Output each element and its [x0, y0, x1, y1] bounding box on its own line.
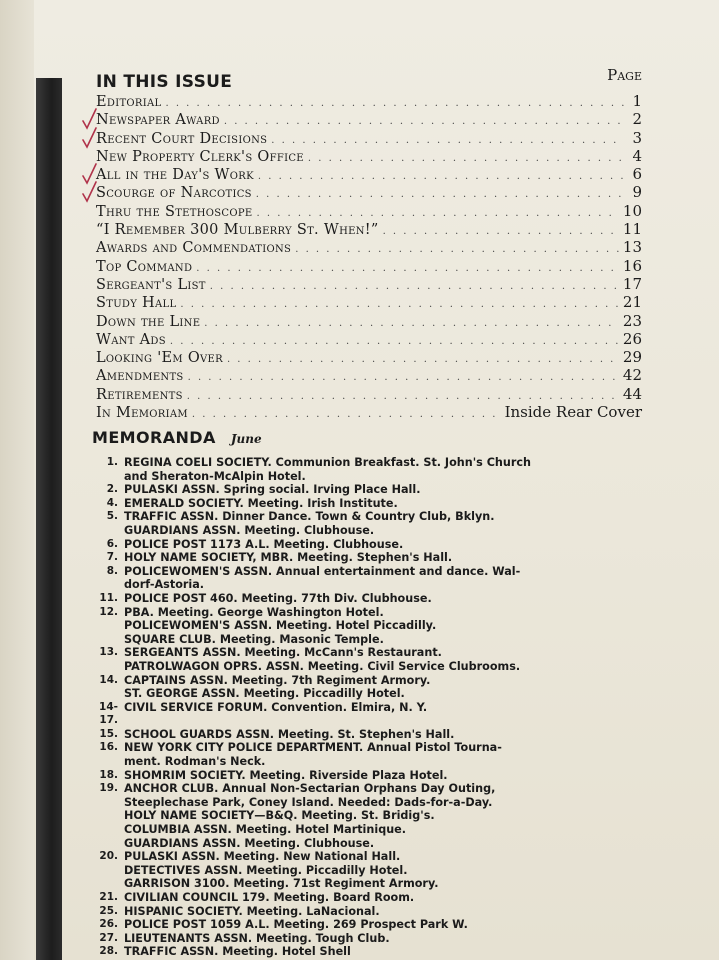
toc-entry-page: 16	[622, 256, 642, 275]
toc-entry	[96, 385, 642, 403]
toc-entries	[96, 92, 642, 421]
memoranda-text	[124, 932, 652, 946]
memoranda-day: 7.	[106, 551, 118, 564]
memoranda-item	[92, 945, 652, 959]
toc-entry-page: 13	[622, 238, 642, 257]
memoranda-text	[124, 497, 652, 511]
toc-entry-label: In Memoriam	[96, 405, 188, 422]
memoranda-item	[92, 905, 652, 919]
memoranda-text	[124, 891, 652, 905]
memoranda-line: POLICEWOMEN'S ASSN. Annual entertainment and dance. Wal-	[124, 564, 521, 578]
toc-entry-label: Scourge of Narcotics	[96, 185, 252, 202]
toc-entry-page: 23	[622, 311, 642, 330]
memoranda-line: CIVILIAN COUNCIL 179. Meeting. Board Room.	[124, 891, 415, 904]
memoranda-item	[92, 497, 652, 511]
memoranda-text	[124, 687, 652, 701]
toc-entry	[96, 312, 642, 330]
toc-entry	[96, 330, 642, 348]
toc-entry-page: 42	[622, 366, 642, 385]
memoranda-day: 28.	[99, 945, 118, 958]
toc-entry-label: Recent Court Decisions	[96, 130, 268, 147]
memoranda-line: Steeplechase Park, Coney Island. Needed: Dads-for-a-Day.	[124, 795, 493, 809]
check-mark-icon	[82, 181, 98, 203]
page-column-header: Page	[607, 66, 642, 84]
memoranda-item	[92, 850, 652, 864]
memoranda-text	[124, 606, 652, 620]
memoranda-item	[92, 619, 652, 633]
toc-entry-label: Down the Line	[96, 313, 201, 330]
memoranda-line: ST. GEORGE ASSN. Meeting. Piccadilly Hotel.	[124, 687, 405, 701]
memoranda-text	[124, 701, 652, 728]
memoranda-line: HISPANIC SOCIETY. Meeting. LaNacional.	[124, 904, 380, 918]
memoranda-item	[92, 877, 652, 891]
toc-entry-page: 3	[632, 128, 642, 147]
toc-entry	[96, 275, 642, 293]
memoranda-day: 18.	[99, 768, 118, 781]
memoranda-text	[124, 945, 652, 959]
toc-entry-page: 9	[632, 183, 642, 202]
memoranda-day: 1.	[106, 456, 118, 468]
memoranda-day: 27.	[99, 931, 118, 944]
memoranda-item	[92, 918, 652, 932]
memoranda-text	[124, 905, 652, 919]
toc-entry-page: 17	[622, 274, 642, 293]
memoranda-text	[124, 510, 652, 524]
memoranda-day: 15.	[99, 727, 118, 740]
memoranda-item	[92, 823, 652, 837]
toc-entry-page: 44	[622, 384, 642, 403]
memoranda-item	[92, 782, 652, 809]
memoranda-text	[124, 565, 652, 592]
memoranda-text	[124, 769, 652, 783]
memoranda-item	[92, 741, 652, 768]
memoranda-item	[92, 837, 652, 851]
memoranda-text	[124, 782, 652, 809]
toc-entry-page: 2	[632, 110, 642, 129]
memoranda-line: POLICE POST 460. Meeting. 77th Div. Clubhouse.	[124, 591, 432, 605]
memoranda-line: GARRISON 3100. Meeting. 71st Regiment Armory.	[124, 877, 439, 891]
toc-entry-page: 4	[632, 146, 642, 165]
memoranda-line: POLICE POST 1173 A.L. Meeting. Clubhouse.	[124, 537, 404, 551]
memoranda-text	[124, 456, 652, 483]
dot-leader	[192, 406, 501, 424]
toc-entry	[96, 147, 642, 165]
toc-entry-label: Retirements	[96, 386, 183, 403]
memoranda-day	[92, 660, 124, 674]
memoranda-text	[124, 551, 652, 565]
memoranda-day	[92, 524, 124, 538]
memoranda-line: PULASKI ASSN. Meeting. New National Hall.	[124, 850, 401, 864]
toc-entry-label: All in the Day's Work	[96, 167, 254, 184]
toc-entry-label: Amendments	[96, 368, 184, 385]
memoranda-line: and Sheraton-McAlpin Hotel.	[124, 469, 306, 483]
toc-entry-label: Newspaper Award	[96, 112, 220, 129]
memoranda-item	[92, 565, 652, 592]
memoranda-item	[92, 606, 652, 620]
memoranda-text	[124, 483, 652, 497]
memoranda-line: GUARDIANS ASSN. Meeting. Clubhouse.	[124, 523, 375, 537]
memoranda-day: 6.	[106, 537, 118, 550]
memoranda-header	[92, 428, 652, 450]
page-edge	[0, 0, 34, 960]
memoranda-text	[124, 592, 652, 606]
memoranda-item	[92, 633, 652, 647]
memoranda-text	[124, 633, 652, 647]
memoranda-line: POLICEWOMEN'S ASSN. Meeting. Hotel Piccadilly.	[124, 619, 437, 633]
toc-entry-page: 29	[622, 348, 642, 367]
memoranda-line: SQUARE CLUB. Meeting. Masonic Temple.	[124, 632, 384, 646]
memoranda-line: LIEUTENANTS ASSN. Meeting. Tough Club.	[124, 931, 390, 945]
toc-entry-page: 11	[622, 220, 642, 239]
memoranda-line: PULASKI ASSN. Spring social. Irving Place Hall.	[124, 483, 421, 497]
memoranda-day	[92, 619, 124, 633]
toc-entry-label: New Property Clerk's Office	[96, 148, 304, 165]
memoranda-item	[92, 932, 652, 946]
memoranda-item	[92, 728, 652, 742]
spine-bar	[36, 78, 62, 960]
memoranda-day: 13.	[99, 646, 118, 659]
memoranda-item	[92, 687, 652, 701]
memoranda-line: GUARDIANS ASSN. Meeting. Clubhouse.	[124, 836, 375, 850]
toc-entry-label: Want Ads	[96, 331, 166, 348]
memoranda-item	[92, 551, 652, 565]
memoranda-day: 4.	[106, 496, 118, 509]
memoranda-item	[92, 674, 652, 688]
memoranda-text	[124, 877, 652, 891]
memoranda-text	[124, 809, 652, 823]
memoranda-line: EMERALD SOCIETY. Meeting. Irish Institute.	[124, 496, 398, 510]
memoranda-day	[92, 809, 124, 823]
memoranda-day	[92, 633, 124, 647]
toc-entry-label: Thru the Stethoscope	[96, 203, 253, 220]
memoranda-item	[92, 456, 652, 483]
toc-entry	[96, 238, 642, 256]
toc-entry-page: 26	[622, 329, 642, 348]
memoranda-line: REGINA COELI SOCIETY. Communion Breakfast. St. John's Church	[124, 456, 531, 469]
memoranda-item	[92, 538, 652, 552]
memoranda-day: 14-17.	[99, 700, 118, 727]
toc-entry-label: “I Remember 300 Mulberry St. When!”	[96, 222, 379, 239]
memoranda-line: CIVIL SERVICE FORUM. Convention. Elmira, N. Y.	[124, 700, 428, 714]
toc-entry	[96, 403, 642, 421]
memoranda-line: HOLY NAME SOCIETY, MBR. Meeting. Stephen's Hall.	[124, 551, 453, 565]
memoranda-day: 26.	[99, 918, 118, 931]
memoranda-day: 2.	[106, 483, 118, 496]
toc-entry	[96, 366, 642, 384]
memoranda-text	[124, 674, 652, 688]
toc-entry-page: 21	[622, 293, 642, 312]
toc-entry	[96, 110, 642, 128]
toc-entry-label: Awards and Commendations	[96, 240, 292, 257]
memoranda-day: 14.	[99, 673, 118, 686]
memoranda-item	[92, 769, 652, 783]
memoranda-item	[92, 809, 652, 823]
memoranda-day	[92, 864, 124, 878]
memoranda-day	[92, 877, 124, 891]
memoranda-line: ment. Rodman's Neck.	[124, 755, 266, 769]
memoranda-list	[92, 456, 652, 959]
memoranda-month: June	[230, 432, 262, 446]
memoranda-line: COLUMBIA ASSN. Meeting. Hotel Martinique.	[124, 823, 407, 837]
memoranda-text	[124, 538, 652, 552]
memoranda-text	[124, 728, 652, 742]
toc-entry	[96, 129, 642, 147]
memoranda-day: 8.	[106, 564, 118, 577]
toc-entry-label: Looking 'Em Over	[96, 350, 223, 367]
memoranda-line: NEW YORK CITY POLICE DEPARTMENT. Annual Pistol Tourna-	[124, 741, 502, 755]
memoranda-text	[124, 524, 652, 538]
toc-entry-page: 6	[632, 165, 642, 184]
toc-entry	[96, 202, 642, 220]
memoranda-day: 21.	[99, 891, 118, 903]
memoranda-item	[92, 646, 652, 660]
memoranda-line: dorf-Astoria.	[124, 578, 205, 592]
memoranda-line: PATROLWAGON OPRS. ASSN. Meeting. Civil Service Clubrooms.	[124, 659, 521, 673]
toc-entry	[96, 293, 642, 311]
memoranda-item	[92, 864, 652, 878]
memoranda-line: TRAFFIC ASSN. Meeting. Hotel Shell	[124, 945, 351, 959]
toc-entry	[96, 257, 642, 275]
memoranda-item	[92, 524, 652, 538]
memoranda-line: SHOMRIM SOCIETY. Meeting. Riverside Plaza Hotel.	[124, 768, 448, 782]
table-of-contents	[96, 62, 642, 421]
memoranda-day: 5.	[106, 510, 118, 523]
memoranda-item	[92, 660, 652, 674]
toc-entry-label: Editorial	[96, 94, 162, 110]
memoranda-text	[124, 646, 652, 660]
check-mark-icon	[82, 127, 98, 149]
memoranda-text	[124, 864, 652, 878]
memoranda-day: 11.	[99, 591, 118, 604]
memoranda-day: 16.	[99, 741, 118, 754]
memoranda-text	[124, 918, 652, 932]
memoranda-line: PBA. Meeting. George Washington Hotel.	[124, 605, 384, 619]
memoranda-item	[92, 701, 652, 728]
memoranda-day: 25.	[99, 904, 118, 917]
memoranda-line: CAPTAINS ASSN. Meeting. 7th Regiment Armory.	[124, 673, 431, 687]
memoranda-line: POLICE POST 1059 A.L. Meeting. 269 Prospect Park W.	[124, 918, 468, 932]
toc-entry-label: Top Command	[96, 258, 193, 275]
toc-entry-label: Sergeant's List	[96, 276, 206, 293]
toc-entry	[96, 348, 642, 366]
memoranda-line: SCHOOL GUARDS ASSN. Meeting. St. Stephen's Hall.	[124, 727, 455, 741]
memoranda-text	[124, 660, 652, 674]
memoranda-text	[124, 837, 652, 851]
memoranda-day: 19.	[99, 782, 118, 795]
memoranda-line: TRAFFIC ASSN. Dinner Dance. Town & Country Club, Bklyn.	[124, 510, 495, 524]
toc-header	[96, 62, 642, 92]
toc-entry	[96, 165, 642, 183]
memoranda-text	[124, 823, 652, 837]
memoranda-text	[124, 850, 652, 864]
memoranda-line: HOLY NAME SOCIETY—B&Q. Meeting. St. Bridig's.	[124, 809, 435, 823]
memoranda-day	[92, 837, 124, 851]
memoranda-line: DETECTIVES ASSN. Meeting. Piccadilly Hotel.	[124, 863, 408, 877]
memoranda-title: MEMORANDA	[92, 428, 216, 447]
memoranda-section	[92, 428, 652, 959]
memoranda-text	[124, 741, 652, 768]
toc-entry-page: 10	[622, 201, 642, 220]
toc-entry	[96, 183, 642, 201]
memoranda-day	[92, 687, 124, 701]
memoranda-item	[92, 592, 652, 606]
memoranda-day: 20.	[99, 850, 118, 863]
memoranda-day: 12.	[99, 605, 118, 618]
toc-entry-page: Inside Rear Cover	[504, 403, 642, 422]
toc-entry-page: 1	[632, 92, 642, 110]
memoranda-item	[92, 891, 652, 905]
memoranda-line: SERGEANTS ASSN. Meeting. McCann's Restaurant.	[124, 646, 442, 660]
memoranda-day	[92, 823, 124, 837]
memoranda-item	[92, 483, 652, 497]
memoranda-item	[92, 510, 652, 524]
memoranda-text	[124, 619, 652, 633]
toc-entry-label: Study Hall	[96, 295, 177, 312]
memoranda-line: ANCHOR CLUB. Annual Non-Sectarian Orphans Day Outing,	[124, 782, 496, 796]
toc-title: IN THIS ISSUE	[96, 72, 233, 92]
toc-entry	[96, 92, 642, 110]
toc-entry	[96, 220, 642, 238]
